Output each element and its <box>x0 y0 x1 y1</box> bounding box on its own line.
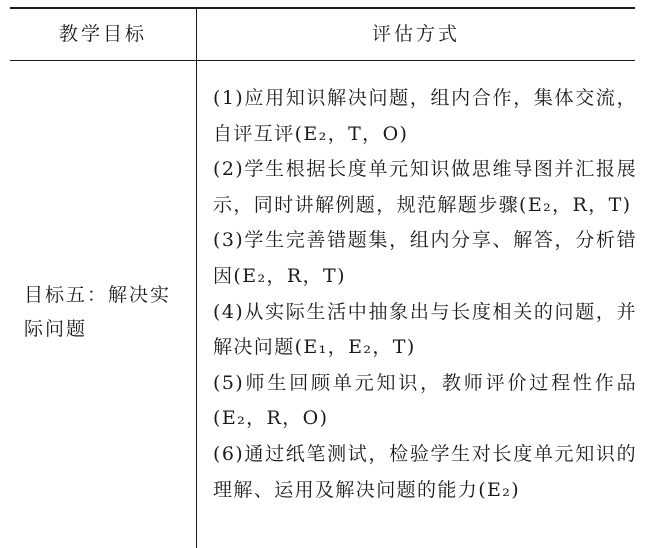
method-item-3: (3)学生完善错题集，组内分享、解答，分析错因(E₂，R，T) <box>213 229 637 287</box>
method-item-1: (1)应用知识解决问题，组内合作，集体交流，自评互评(E₂，T，O) <box>213 87 637 145</box>
assessment-table <box>10 7 635 546</box>
column-divider <box>196 9 197 548</box>
method-item-4: (4)从实际生活中抽象出与长度相关的问题，并解决问题(E₁，E₂，T) <box>213 300 637 359</box>
methods-cell <box>213 81 637 508</box>
table-header-row <box>10 9 635 61</box>
method-item-6: (6)通过纸笔测试，检验学生对长度单元知识的理解、运用及解决问题的能力(E₂) <box>213 442 637 501</box>
header-assessment-method: 评估方式 <box>371 23 460 45</box>
goal-cell: 目标五：解决实际问题 <box>24 284 172 340</box>
method-item-2: (2)学生根据长度单元知识做思维导图并汇报展示，同时讲解例题，规范解题步骤(E₂，R，T) <box>213 158 637 216</box>
method-item-5: (5)师生回顾单元知识，教师评价过程性作品(E₂，R，O) <box>213 371 637 430</box>
header-teaching-goal: 教学目标 <box>58 23 147 45</box>
